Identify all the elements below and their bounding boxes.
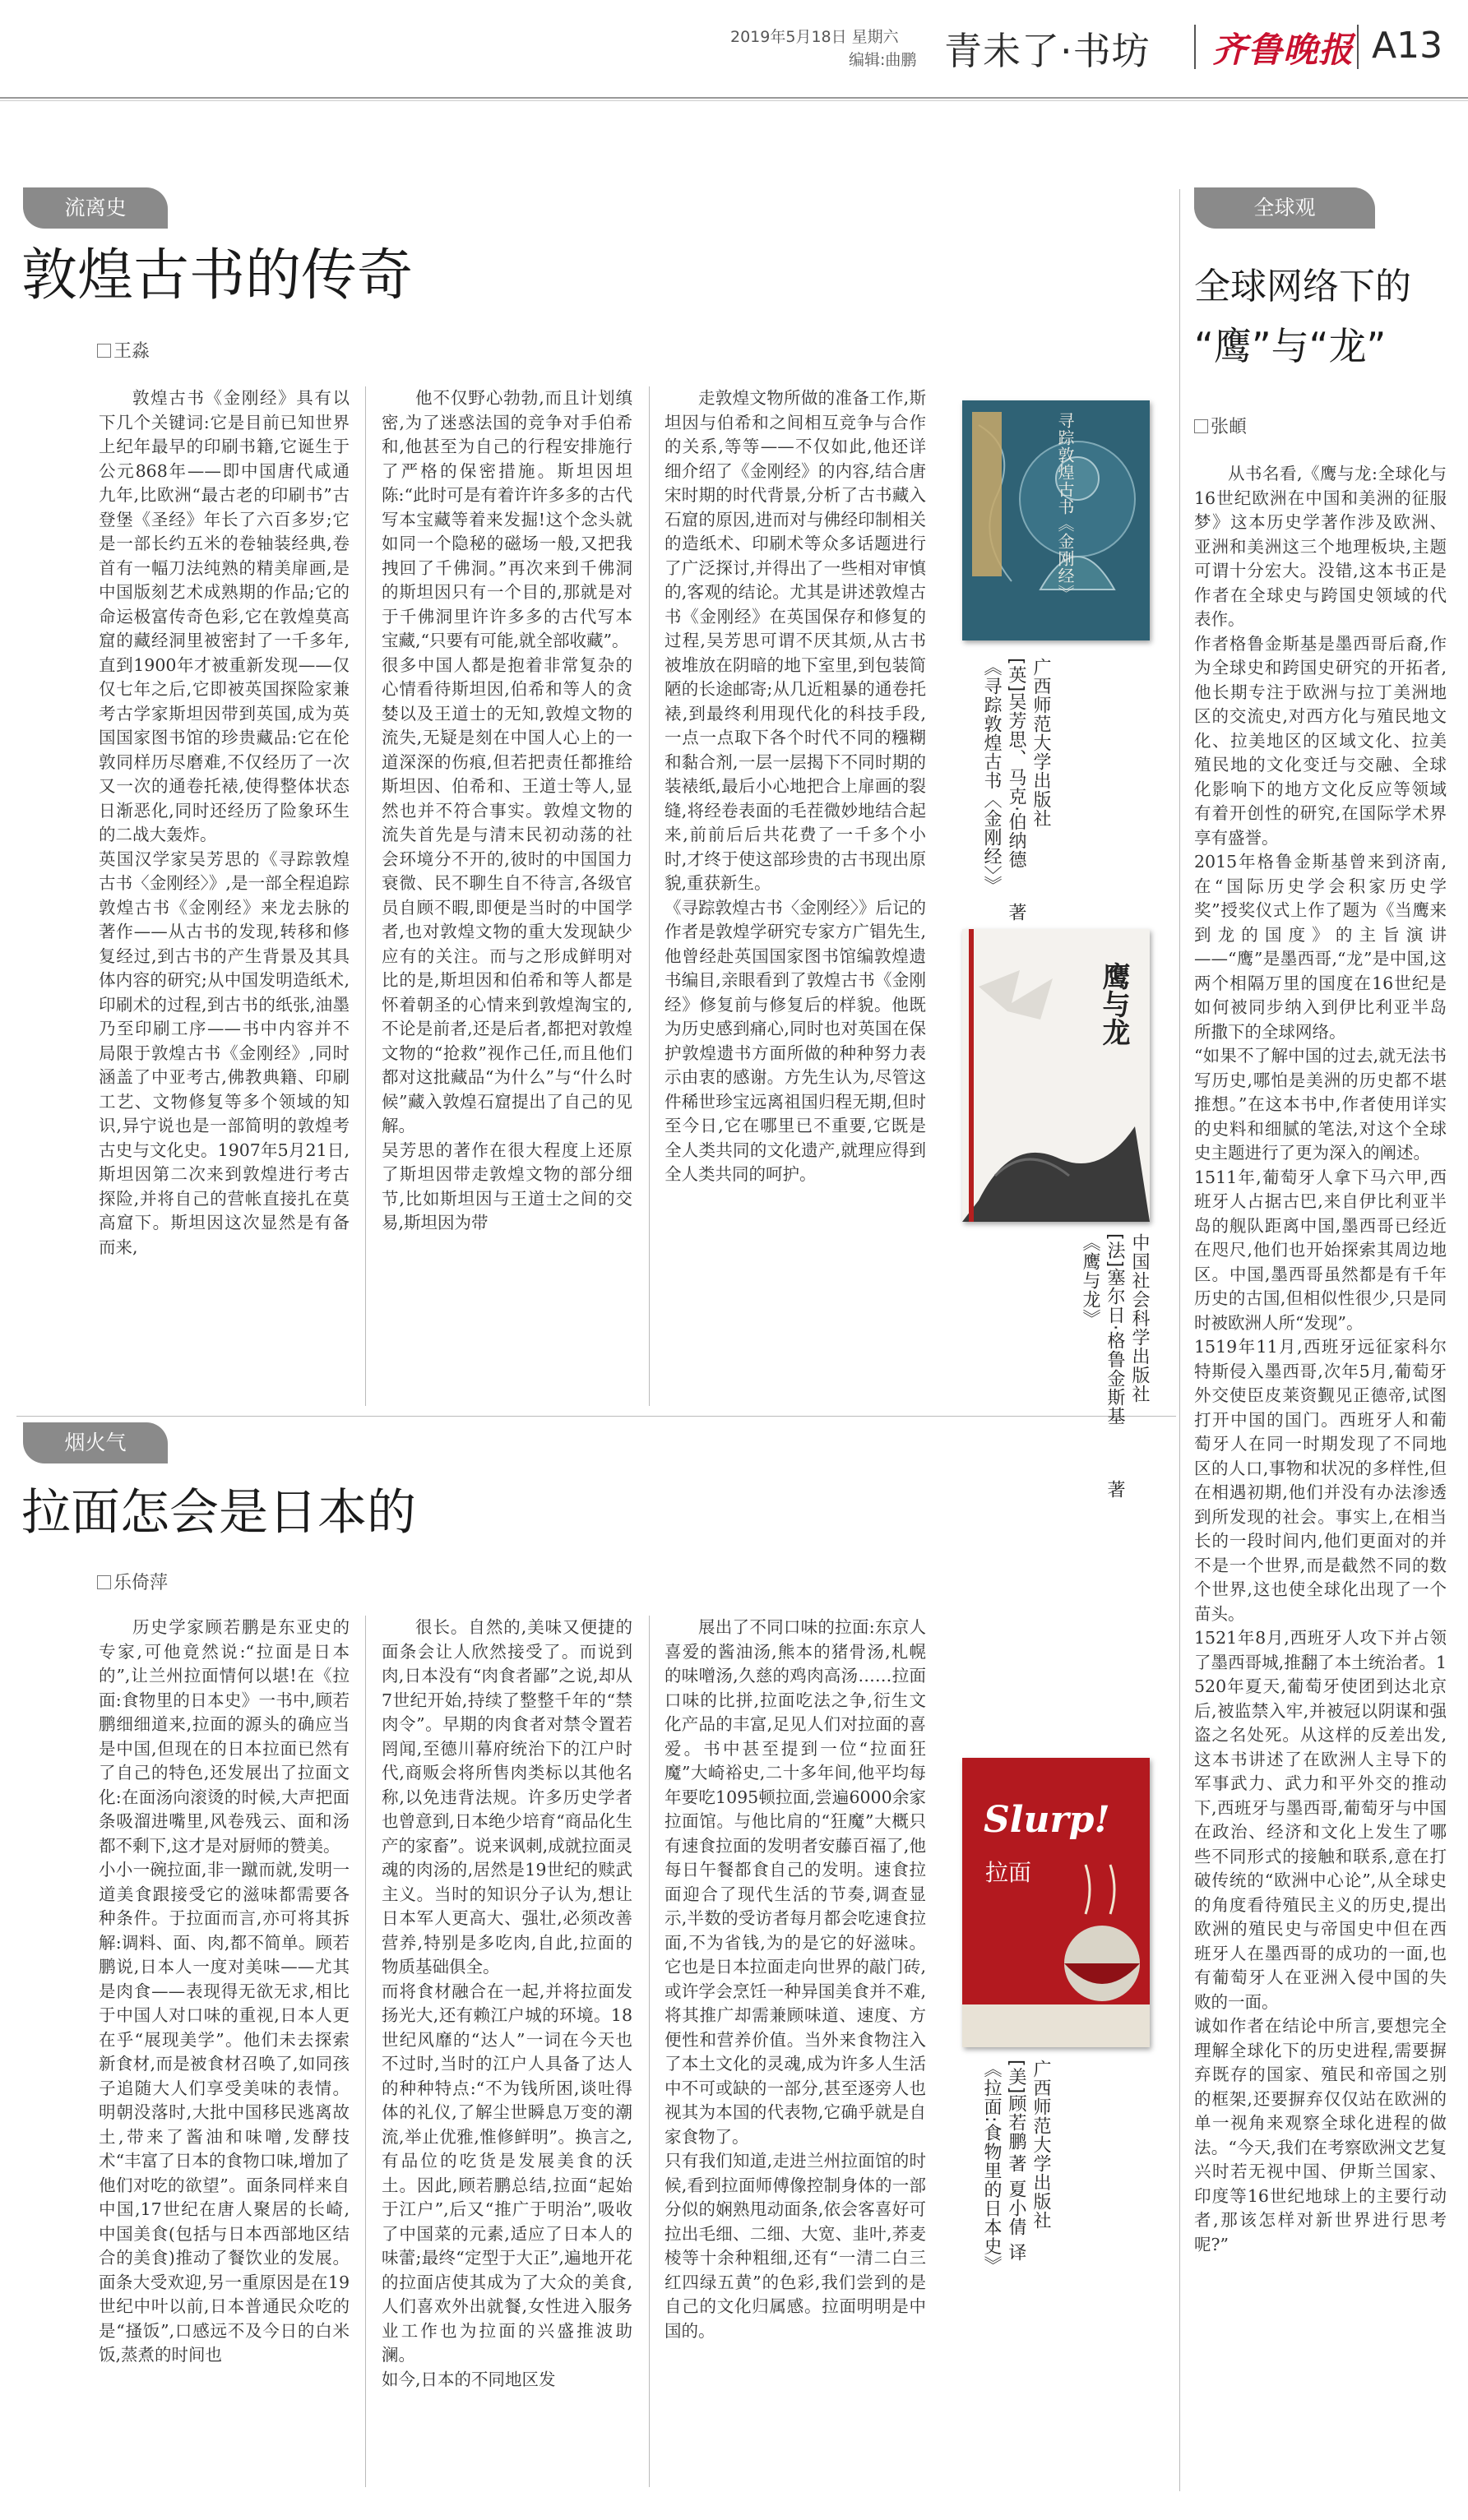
article2-byline (1194, 413, 1247, 438)
book-cover-dunhuang (962, 400, 1150, 640)
header-rule (0, 100, 1468, 101)
book1-cover-title: 寻踪敦煌古书《金刚经》 (1055, 412, 1075, 602)
article3-title: 拉面怎会是日本的 (21, 1484, 416, 1542)
book3-publisher: 广西师范大学出版社 (1030, 2060, 1051, 2230)
book2-title: 《鹰与龙》 (1080, 1233, 1100, 1328)
header-rule (0, 97, 1468, 99)
book2-cover-title: 鹰与龙 (1097, 962, 1130, 1046)
article1-column-1-text: 敦煌古书《金刚经》具有以下几个关键词:它是目前已知世界上纪年最早的印刷书籍,它诞生于公元868年——即中国唐代咸通九年,比欧洲“最古老的印刷书”古登堡《圣经》年长了六百多岁;它是一部长约五米的卷轴装经典,卷首有一幅刀法纯熟的精美扉画,是中国版刻艺术成熟期的作品;它的命运极富传奇色彩,它在敦煌莫高窟的藏经洞里被密封了一千多年,直到1900年才被重新发现——仅仅七年之后,它即被英国探险家兼考古学家斯坦因带到英国,成为英国国家图书馆的珍贵藏品:它在伦敦同样历尽磨难,不仅经历了一次又一次的通卷托裱,使得整体状态日渐恶化,同时还经历了险象环生的二战大轰炸。 英国汉学家吴芳思的《寻踪敦煌古书〈金刚经〉》,是一部全程追踪敦煌古书《金刚经》来龙去脉的著作——从古书的发现,转移和修复经过,到古书的产生背景及其具体内容的研究;从中国发明造纸术,印刷术的过程,到古书的纸张,油墨乃至印刷工序——书中内容并不局限于敦煌古书《金刚经》,同时涵盖了中亚考古,佛教典籍、印刷工艺、文物修复等多个领域的知识,异宁说也是一部简明的敦煌考古史与文化史。1907年5月21日,斯坦因第二次来到敦煌进行考古探险,并将自己的营帐直接扎在莫高窟下。斯坦因这次显然是有备而来, (99, 388, 350, 1257)
article3-column-2 (382, 1616, 632, 2487)
byline-box (97, 344, 111, 358)
article2-title-line2: “鹰”与“龙” (1194, 324, 1387, 368)
article3-column-3 (665, 1616, 926, 2487)
book3-title: 《拉面:食物里的日本史》 (981, 2060, 1002, 2275)
article1-author: 王淼 (113, 341, 151, 362)
column-divider (649, 386, 650, 1406)
header-divider (1357, 25, 1359, 69)
book2-author: [法]塞尔日·格鲁金斯基 (1104, 1233, 1125, 1426)
article3-author: 乐倚萍 (113, 1573, 169, 1593)
section-name: 青未了·书坊 (944, 29, 1151, 73)
article2-column-1 (1194, 462, 1447, 2485)
article1-byline (97, 337, 150, 363)
book-cover-ramen (962, 1758, 1150, 2047)
article3-category-tag: 烟火气 (23, 1422, 168, 1463)
page-number: A13 (1372, 25, 1443, 67)
editor-credit: 编辑:曲鹏 (849, 51, 917, 69)
book3-role: 著 夏小倩 译 (1006, 2154, 1026, 2262)
article3-byline (97, 1569, 168, 1594)
book2-publisher: 中国社会科学出版社 (1129, 1233, 1150, 1403)
column-divider (365, 1616, 366, 2487)
book1-author: [英]吴芳思、马克·伯纳德 (1006, 658, 1026, 870)
book3-cover-subtitle: 拉面 (985, 1859, 1032, 1886)
book1-publisher: 广西师范大学出版社 (1030, 658, 1051, 828)
header-divider (1194, 25, 1196, 69)
book3-author: [美]顾若鹏 (1006, 2060, 1026, 2152)
article2-category-tag: 全球观 (1194, 187, 1375, 229)
article1-column-2 (382, 386, 632, 1406)
article3-column-2-text: 很长。自然的,美味又便捷的面条会让人欣然接受了。而说到肉,日本没有“肉食者鄙”之说,却从7世纪开始,持续了整整千年的“禁肉令”。早期的肉食者对禁令置若罔闻,至德川幕府统治下的江户时代,商贩会将所售肉类标以其他名称,以免违背法规。许多历史学者也曾意到,日本绝少培育“商品化生产的家畜”。说来讽刺,成就拉面灵魂的肉汤的,居然是19世纪的赎武主义。当时的知识分子认为,想让日本军人更高大、强壮,必须改善营养,特别是多吃肉,自此,拉面的物质基础俱全。 而将食材融合在一起,并将拉面发扬光大,还有赖江户城的环境。18世纪风靡的“达人”一词在今天也不过时,当时的江户人具备了达人的种种特点:“不为钱所困,谈吐得体的礼仪,了解尘世瞬息万变的潮流,举止优雅,惟修鲜明”。换言之,有品位的吃货是发展美食的沃土。因此,顾若鹏总结,拉面“起始于江户”,后又“推广于明治”,吸收了中国菜的元素,适应了日本人的味蕾;最终“定型于大正”,遍地开花的拉面店使其成为了大众的美食,人们喜欢外出就餐,女性进入服务业工作也为拉面的兴盛推波助澜。 如今,日本的不同地区发 (382, 1617, 632, 2389)
article1-title: 敦煌古书的传奇 (21, 243, 414, 308)
column-divider (649, 1616, 650, 2487)
book3-cover-title: Slurp! (984, 1799, 1110, 1841)
article3-column-1-text: 历史学家顾若鹏是东亚史的专家,可他竟然说:“拉面是日本的”,让兰州拉面情何以堪!在《拉面:食物里的日本史》一书中,顾若鹏细细道来,拉面的源头的确应当是中国,但现在的日本拉面已然有了自己的特色,还发展出了拉面文化:在面汤向滚烫的时候,大声把面条吸溜进嘴里,风卷残云、面和汤都不剩下,这才是对厨师的赞美。 小小一碗拉面,非一蹴而就,发明一道美食跟接受它的滋味都需要各种条件。于拉面而言,亦可将其拆解:调料、面、肉,都不简单。顾若鹏说,日本人一度对美味——尤其是肉食——表现得无欲无求,相比于中国人对口味的重视,日本人更在乎“展现美学”。他们未去探索新食材,而是被食材召唤了,如同孩子追随大人们享受美味的表情。明朝没落时,大批中国移民逃离故土,带来了酱油和味噌,发酵技术“丰富了日本的食物口味,增加了他们对吃的欲望”。面条同样来自中国,17世纪在唐人聚居的长崎,中国美食(包括与日本西部地区结合的美食)推动了餐饮业的发展。面条大受欢迎,另一重原因是在19世纪中叶以前,日本普通民众吃的是“搔饭”,口感远不及今日的白米饭,蒸煮的时间也 (99, 1617, 350, 2365)
article1-category-tag: 流离史 (23, 187, 168, 229)
article3-column-1 (99, 1616, 350, 2487)
article1-column-3-text: 走敦煌文物所做的准备工作,斯坦因与伯希和之间相互竞争与合作的关系,等等——不仅如此,他还详细介绍了《金刚经》的内容,结合唐宋时期的时代背景,分析了古书藏入石窟的原因,进而对与佛经印制相关的造纸术、印刷术等众多话题进行了广泛探讨,并得出了一些相对审慎的,客观的结论。尤其是讲述敦煌古书《金刚经》在英国保存和修复的过程,吴芳思可谓不厌其烦,从古书被堆放在阴暗的地下室里,到包装简陋的长途邮寄;从几近粗暴的通卷托裱,到最终利用现代化的科技手段,一点一点取下各个时代不同的糨糊和黏合剂,一层一层揭下不同时期的装裱纸,最后小心地把合上扉画的裂缝,将经卷表面的毛茬微妙地结合起来,前前后后共花费了一千多个小时,才终于使这部珍贵的古书现出原貌,重获新生。 《寻踪敦煌古书〈金刚经〉》后记的作者是敦煌学研究专家方广锠先生,他曾经赴英国国家图书馆编敦煌遗书编目,亲眼看到了敦煌古书《金刚经》修复前与修复后的样貌。他既为历史感到痛心,同时也对英国在保护敦煌遗书方面所做的种种努力表示由衷的感谢。方先生认为,尽管这件稀世珍宝远离祖国归程无期,但时至今日,它在哪里已不重要,它既是全人类共同的文化遗产,就理应得到全人类共同的呵护。 (665, 388, 926, 1184)
issue-date: 2019年5月18日 星期六 (730, 28, 899, 46)
article1-column-2-text: 他不仅野心勃勃,而且计划缜密,为了迷惑法国的竞争对手伯希和,他甚至为自己的行程安排施行了严格的保密措施。斯坦因坦陈:“此时可是有着许许多多的古代写本宝藏等着来发掘!这个念头就如同一个隐秘的磁场一般,又把我拽回了千佛洞。”再次来到千佛洞的斯坦因只有一个目的,那就是对于千佛洞里许许多多的古代写本宝藏,“只要有可能,就全部收藏”。 很多中国人都是抱着非常复杂的心情看待斯坦因,伯希和等人的贪婪以及王道士的无知,敦煌文物的流失,无疑是刻在中国人心上的一道深深的伤痕,但若把责任都推给斯坦因、伯希和、王道士等人,显然也并不符合事实。敦煌文物的流失首先是与清末民初动荡的社会环境分不开的,彼时的中国国力衰微、民不聊生自不待言,各级官员自顾不暇,即便是当时的中国学者,也对敦煌文物的重大发现缺少应有的关注。而与之形成鲜明对比的是,斯坦因和伯希和等人都是怀着朝圣的心情来到敦煌淘宝的,不论是前者,还是后者,都把对敦煌文物的“抢救”视作己任,而且他们都对这批藏品“为什么”与“什么时候”藏入敦煌石窟提出了自己的见解。 吴芳思的著作在很大程度上还原了斯坦因带走敦煌文物的部分细节,比如斯坦因与王道士之间的交易,斯坦因为带 (382, 388, 632, 1232)
column-divider (365, 386, 366, 1406)
byline-box (1194, 419, 1208, 433)
byline-box (97, 1575, 111, 1589)
article2-column-1-text: 从书名看,《鹰与龙:全球化与16世纪欧洲在中国和美洲的征服梦》这本历史学著作涉及欧洲、亚洲和美洲这三个地理板块,主题可谓十分宏大。没错,这本书正是作者在全球史与跨国史领域的代表作。 作者格鲁金斯基是墨西哥后裔,作为全球史和跨国史研究的开拓者,他长期专注于欧洲与拉丁美洲地区的交流史,对西方化与殖民地文化、拉美地区的区域文化、拉美殖民地的文化变迁与交融、全球化影响下的地方文化反应等领域有着开创性的研究,在国际学术界享有盛誉。 2015年格鲁金斯基曾来到济南,在“国际历史学会积家历史学奖”授奖仪式上作了题为《当鹰来到龙的国度》的主旨演讲——“鹰”是墨西哥,“龙”是中国,这两个相隔万里的国度在16世纪是如何被同步纳入到伊比利亚半岛所撒下的全球网络。 “如果不了解中国的过去,就无法书写历史,哪怕是美洲的历史都不堪推想。”在这本书中,作者使用详实的史料和细腻的笔法,对这个全球史主题进行了更为深入的阐述。 1511年,葡萄牙人拿下马六甲,西班牙人占据古巴,来自伊比利亚半岛的舰队距离中国,墨西哥已经近在咫尺,他们也开始探索其周边地区。中国,墨西哥虽然都是有千年历史的古国,但相似性很少,只是同时被欧洲人所“发现”。 1519年11月,西班牙远征家科尔特斯侵入墨西哥,次年5月,葡萄牙外交使臣皮莱资觐见正德帝,试图打开中国的国门。西班牙人和葡萄牙人在同一时期发现了不同地区的人口,事物和状况的多样性,但在相遇初期,他们并没有办法渗透到所发现的社会。事实上,在相当长的一段时间内,他们更面对的并不是一个世界,而是截然不同的数个世界,这也使全球化出现了一个苗头。 1521年8月,西班牙人攻下并占领了墨西哥城,推翻了本土统治者。1520年夏天,葡萄牙使团到达北京后,被监禁入牢,并被冠以阴谋和强盗之名处死。从这样的反差出发,这本书讲述了在欧洲人主导下的军事武力、武力和平外交的推动下,西班牙与墨西哥,葡萄牙与中国在政治、经济和文化上发生了哪些不同形式的接触和联系,意在打破传统的“欧洲中心论”,从全球史的角度看待殖民主义的历史,提出欧洲的殖民史与帝国史中但在西班牙人在墨西哥的成功的一面,也有葡萄牙人在亚洲入侵中国的失败的一面。 诚如作者在结论中所言,要想完全理解全球化下的历史进程,需要摒弃既存的国家、殖民和帝国之别的框架,还要摒弃仅仅站在欧洲的单一视角来观察全球化进程的做法。“今天,我们在考察欧洲文艺复兴时若无视中国、伊斯兰国家、印度等16世纪地球上的主要行动者,那该怎样对新世界进行思考呢?” (1194, 464, 1447, 2254)
book2-role: 著 (1104, 1480, 1125, 1499)
column-divider (1179, 189, 1180, 2491)
book1-title: 《寻踪敦煌古书〈金刚经〉》 (981, 658, 1002, 895)
article2-title-line1: 全球网络下的 (1194, 266, 1411, 307)
book-cover-eagle-dragon (962, 929, 1150, 1222)
article1-column-1 (99, 386, 350, 1406)
article1-column-3 (665, 386, 926, 1406)
article3-column-3-text: 展出了不同口味的拉面:东京人喜爱的酱油汤,熊本的猪骨汤,札幌的味噌汤,久慈的鸡肉高汤……拉面口味的比拼,拉面吃法之争,衍生文化产品的丰富,足见人们对拉面的喜爱。书中甚至提到一位“拉面狂魔”大崎裕史,二十多年间,他平均每年要吃1095顿拉面,尝遍6000余家拉面馆。与他比肩的“狂魔”大概只有速食拉面的发明者安藤百福了,他每日午餐都食自己的发明。速食拉面迎合了现代生活的节奏,调查显示,半数的受访者每月都会吃速食拉面,不为省钱,为的是它的好滋味。它也是日本拉面走向世界的敲门砖,或许学会烹饪一种异国美食并不难,将其推广却需兼顾味道、速度、方便性和营养价值。当外来食物注入了本土文化的灵魂,成为许多人生活中不可或缺的一部分,甚至逐旁人也视其为本国的代表物,它确乎就是自家食物了。 只有我们知道,走进兰州拉面馆的时候,看到拉面师傅像控制身体的一部分似的娴熟甩动面条,依会客喜好可拉出毛细、二细、大宽、韭叶,荞麦棱等十余种粗细,还有“一清二白三红四绿五黄”的色彩,我们尝到的是自己的文化归属感。拉面明明是中国的。 (665, 1617, 926, 2341)
section-divider (16, 1416, 1176, 1417)
article2-author: 张頔 (1211, 417, 1248, 437)
book1-role: 著 (1006, 903, 1026, 922)
newspaper-logo: 齐鲁晚报 (1212, 30, 1355, 70)
